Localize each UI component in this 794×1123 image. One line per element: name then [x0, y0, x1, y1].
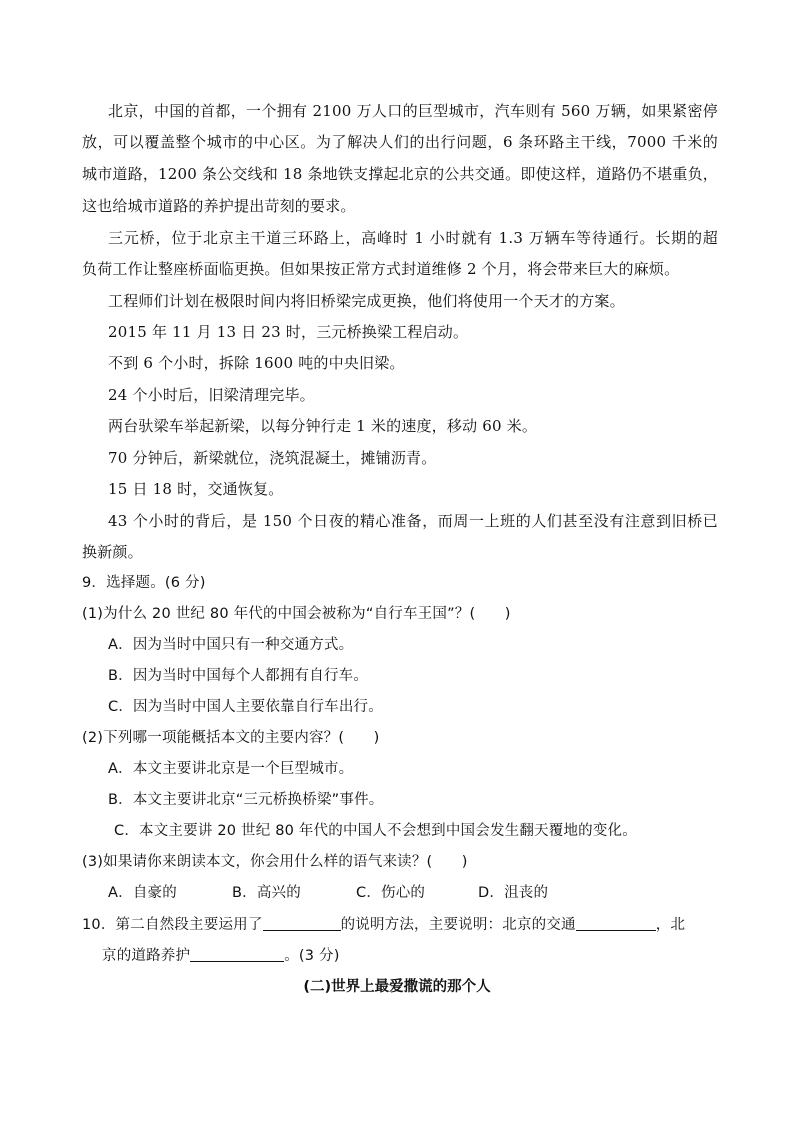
question-10-line-1	[82, 914, 718, 936]
question-9-1-option-c: C．因为当时中国人主要依靠自行车出行。	[108, 699, 383, 715]
question-9-2-option-c: C．本文主要讲 20 世纪 80 年代的中国人不会想到中国会发生翻天覆地的变化。	[114, 823, 637, 839]
passage-p10-line-1: 43 个小时的背后，是 150 个日夜的精心准备，而周一上班的人们甚至没有注意到旧桥已	[108, 512, 718, 530]
question-10-text-4: 京的道路养护	[102, 948, 191, 964]
passage-p9: 15 日 18 时，交通恢复。	[108, 480, 284, 498]
question-9-3-options	[108, 882, 744, 904]
passage-p1-line-3: 城市道路，1200 条公交线和 18 条地铁支撑起北京的公共交通。即使这样，道路仍不堪重负，	[82, 165, 718, 183]
question-9-3-option-c: C．伤心的	[356, 885, 426, 901]
passage-p1-line-4: 这也给城市道路的养护提出苛刻的要求。	[82, 197, 356, 215]
question-9-1-option-a: A．因为当时中国只有一种交通方式。	[108, 637, 354, 653]
passage-p3: 工程师们计划在极限时间内将旧桥梁完成更换，他们将使用一个天才的方案。	[108, 292, 625, 310]
question-9-3-option-a: A．自豪的	[108, 885, 177, 901]
answer-blank-traffic[interactable]	[576, 916, 656, 931]
answer-blank-method[interactable]	[263, 916, 341, 931]
question-9-3-option-b: B．高兴的	[232, 885, 301, 901]
passage-p1-line-2: 放，可以覆盖整个城市的中心区。为了解决人们的出行问题，6 条环路主干线，7000 千米的	[82, 133, 718, 151]
passage-p7: 两台驮梁车举起新梁，以每分钟行走 1 米的速度，移动 60 米。	[108, 417, 538, 435]
question-9-2-option-b: B．本文主要讲北京“三元桥换桥梁”事件。	[108, 792, 384, 808]
question-10-text-2: 的说明方法，主要说明：北京的交通	[340, 917, 576, 933]
question-10-text-1: 10．第二自然段主要运用了	[82, 917, 263, 933]
passage-p8: 70 分钟后，新梁就位，浇筑混凝土，摊铺沥青。	[108, 449, 437, 467]
question-9-2-stem: (2)下列哪一项能概括本文的主要内容？( )	[82, 730, 380, 746]
passage-p4: 2015 年 11 月 13 日 23 时，三元桥换梁工程启动。	[108, 323, 469, 341]
question-9-3-option-d: D．沮丧的	[478, 885, 549, 901]
question-9-1-stem: (1)为什么 20 世纪 80 年代的中国会被称为“自行车王国”？( )	[82, 606, 511, 622]
answer-blank-road-maintenance[interactable]	[190, 947, 284, 962]
question-9-1-option-b: B．因为当时中国每个人都拥有自行车。	[108, 668, 369, 684]
passage-p2-line-2: 负荷工作让整座桥面临更换。但如果按正常方式封道维修 2 个月，将会带来巨大的麻烦。	[82, 260, 680, 278]
question-10-text-3: ，北	[655, 917, 686, 933]
question-9-title: 9．选择题。(6 分)	[82, 575, 206, 591]
passage-p6: 24 个小时后，旧梁清理完毕。	[108, 386, 315, 404]
section-heading: (二)世界上最爱撒谎的那个人	[303, 979, 491, 995]
passage-p1-line-1: 北京，中国的首都，一个拥有 2100 万人口的巨型城市，汽车则有 560 万辆，如果紧密停	[108, 102, 718, 120]
passage-p10-line-2: 换新颜。	[82, 543, 143, 561]
question-10-text-5: 。(3 分)	[284, 948, 340, 964]
question-10-line-2	[102, 945, 738, 967]
question-9-2-option-a: A．本文主要讲北京是一个巨型城市。	[108, 761, 354, 777]
passage-p5: 不到 6 个小时，拆除 1600 吨的中央旧梁。	[108, 354, 405, 372]
passage-p2-line-1: 三元桥，位于北京主干道三环路上，高峰时 1 小时就有 1.3 万辆车等待通行。长期的超	[108, 229, 718, 247]
question-9-3-stem: (3)如果请你来朗读本文，你会用什么样的语气来读？( )	[82, 854, 468, 870]
